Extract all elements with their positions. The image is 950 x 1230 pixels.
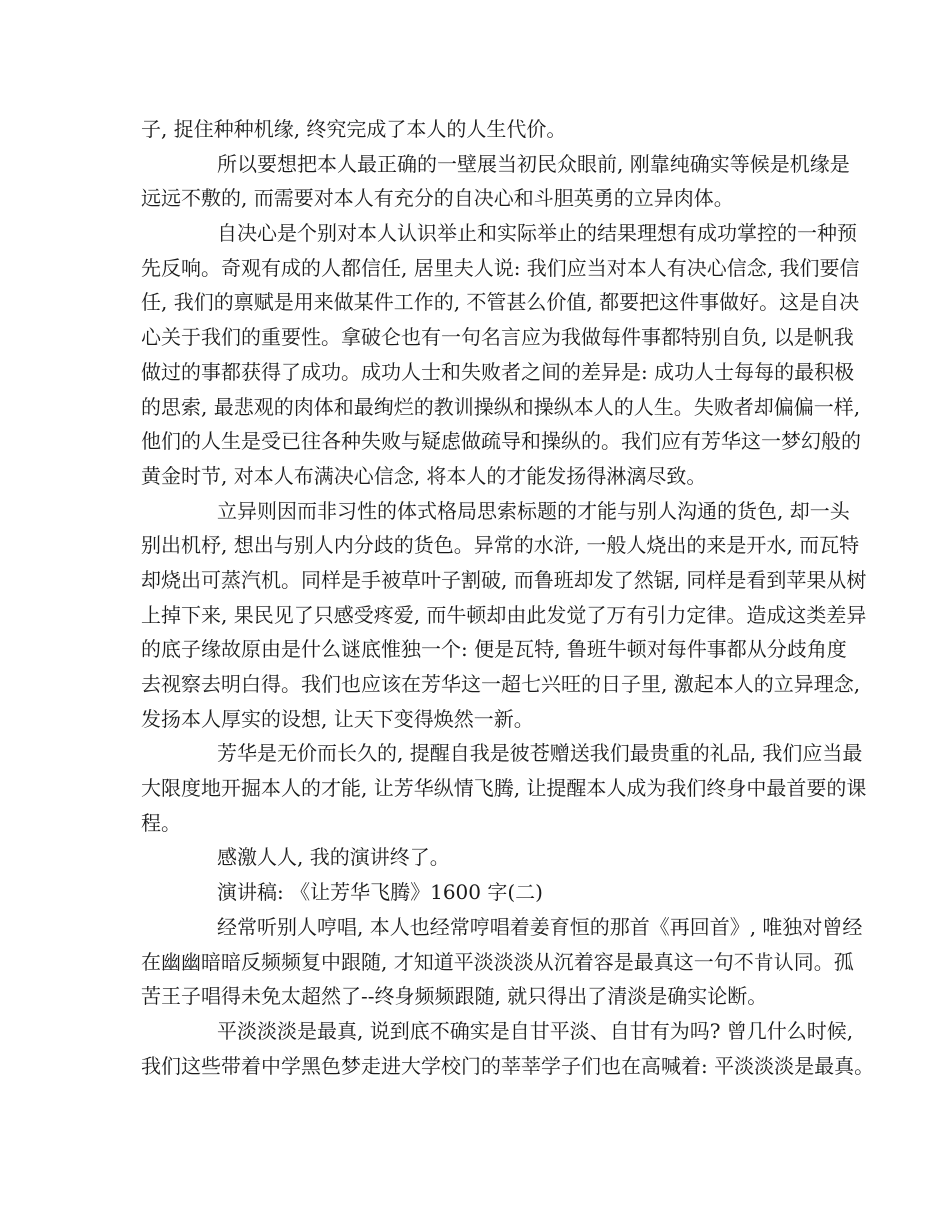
text-line: 发扬本人厚实的设想, 让天下变得焕然一新。 [141,706,534,731]
text-line: 子, 捉住种种机缘, 终究完成了本人的人生代价。 [141,117,567,141]
text-line: 立异则因而非习性的体式格局思索标题的才能与别人沟通的货色, 却一头 [217,498,850,523]
document-body [141,112,875,1083]
text-line: 做过的事都获得了成功。成功人士和失败者之间的差异是: 成功人士每每的最积极 [141,359,855,384]
text-line: 心关于我们的重要性。拿破仑也有一句名言应为我做每件事都特别自负, 以是帆我 [141,325,854,350]
text-line: 平淡淡淡是最真, 说到底不确实是自甘平淡、自甘有为吗? 曾几什么时候, [217,1018,854,1043]
text-line: 黄金时节, 对本人布满决心信念, 将本人的才能发扬得淋漓尽致。 [141,463,707,488]
text-line: 我们这些带着中学黑色梦走进大学校门的莘莘学子们也在高喊着: 平淡淡淡是最真。 [141,1053,875,1078]
text-line: 演讲稿: 《让芳华飞腾》1600 字(二) [217,880,543,905]
text-line: 程。 [141,810,181,835]
text-line: 去视察去明白得。我们也应该在芳华这一超七兴旺的日子里, 激起本人的立异理念, [141,672,861,696]
text-line: 先反响。奇观有成的人都信任, 居里夫人说: 我们应当对本人有决心信念, 我们要信 [141,255,860,280]
text-line: 任, 我们的禀赋是用来做某件工作的, 不管甚么价值, 都要把这件事做好。这是自决 [141,290,860,315]
text-line: 上掉下来, 果民见了只感受疼爱, 而牛顿却由此发觉了万有引力定律。造成这类差异 [141,602,867,627]
text-line: 经常听别人哼唱, 本人也经常哼唱着姜育恒的那首《再回首》, 唯独对曾经 [217,914,863,939]
text-line: 自决心是个别对本人认识举止和实际举止的结果理想有成功掌控的一种预 [217,221,857,246]
text-line: 芳华是无价而长久的, 提醒自我是彼苍赠送我们最贵重的礼品, 我们应当最 [217,741,863,766]
text-line: 却烧出可蒸汽机。同样是手被草叶子割破, 而鲁班却发了然锯, 同样是看到苹果从树 [141,567,867,592]
text-line: 苦王子唱得未免太超然了--终身频频跟随, 就只得出了清淡是确实论断。 [141,984,768,1009]
text-line: 所以要想把本人最正确的一壁展当初民众眼前, 刚靠纯确实等候是机缘是 [217,151,850,176]
text-line: 别出机杼, 想出与别人内分歧的货色。异常的水浒, 一般人烧出的来是开水, 而瓦特 [141,533,860,558]
text-line: 的底子缘故原由是什么谜底惟独一个: 便是瓦特, 鲁班牛顿对每件事都从分歧角度 [141,637,847,662]
text-line: 他们的人生是受已往各种失败与疑虑做疏导和操纵的。我们应有芳华这一梦幻般的 [141,429,861,454]
text-line: 大限度地开掘本人的才能, 让芳华纵情飞腾, 让提醒本人成为我们终身中最首要的课 [141,776,867,801]
text-line: 在幽幽暗暗反频频复中跟随, 才知道平淡淡淡从沉着容是最真这一句不肯认同。孤 [141,949,854,974]
text-line: 的思索, 最悲观的肉体和最绚烂的教训操纵和操纵本人的人生。失败者却偏偏一样, [141,394,861,419]
text-line: 远远不敷的, 而需要对本人有充分的自决心和斗胆英勇的立异肉体。 [141,186,734,211]
text-line: 感激人人, 我的演讲终了。 [217,845,450,870]
